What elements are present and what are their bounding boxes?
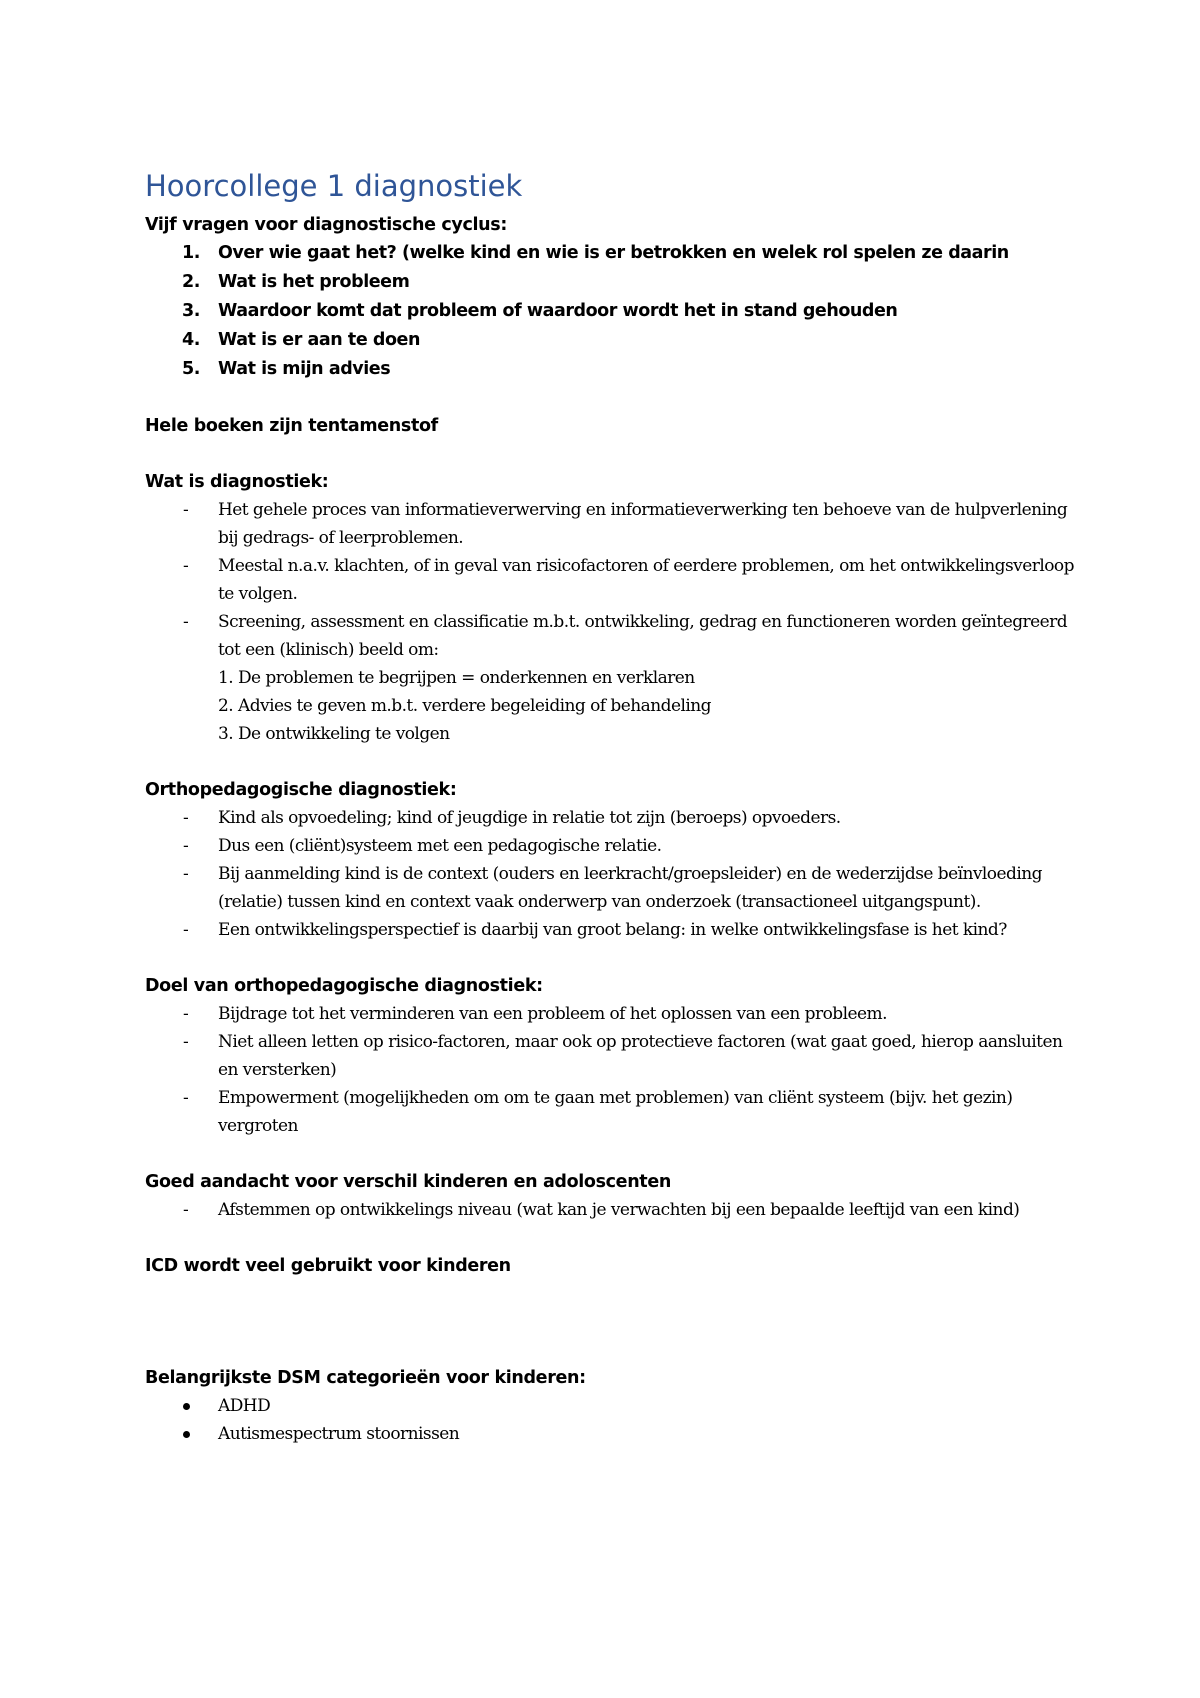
dash-marker: -	[183, 864, 189, 884]
list-item	[145, 355, 1080, 384]
item-number: 5.	[182, 359, 200, 379]
item-text: Kind als opvoedeling; kind of jeugdige in relatie tot zijn (beroeps) opvoeders.	[218, 808, 841, 828]
dash-marker: -	[183, 612, 189, 632]
dsm-list	[145, 1392, 1080, 1448]
item-text: Autismespectrum stoornissen	[218, 1424, 460, 1444]
dash-marker: -	[183, 1088, 189, 1108]
section-heading-diagnostiek: Wat is diagnostiek:	[145, 472, 329, 492]
questions-list	[145, 239, 1080, 384]
item-text: Waardoor komt dat probleem of waardoor wordt het in stand gehouden	[218, 301, 898, 321]
list-item	[145, 1000, 1080, 1028]
note-icd: ICD wordt veel gebruikt voor kinderen	[145, 1256, 511, 1276]
sub-item: 1. De problemen te begrijpen = onderkennen en verklaren	[218, 668, 695, 688]
list-item	[145, 1028, 1080, 1084]
list-item	[145, 1420, 1080, 1448]
goed-list	[145, 1196, 1080, 1224]
list-item	[145, 608, 1080, 748]
doel-list	[145, 1000, 1080, 1140]
item-text: Wat is er aan te doen	[218, 330, 420, 350]
diagnostiek-list	[145, 496, 1080, 748]
section-heading-doel: Doel van orthopedagogische diagnostiek:	[145, 976, 543, 996]
list-item	[145, 268, 1080, 297]
item-text: Wat is mijn advies	[218, 359, 391, 379]
note-books: Hele boeken zijn tentamenstof	[145, 416, 438, 436]
dash-marker: -	[183, 1004, 189, 1024]
section-heading-goed: Goed aandacht voor verschil kinderen en adoloscenten	[145, 1172, 671, 1192]
item-text: Bij aanmelding kind is de context (ouders en leerkracht/groepsleider) en de wederzijdse beïnvloeding (relatie) tussen kind en context vaak onderwerp van onderzoek (transactioneel uitgangspunt).	[218, 864, 1042, 912]
item-text: Een ontwikkelingsperspectief is daarbij van groot belang: in welke ontwikkelingsfase is het kind?	[218, 920, 1007, 940]
list-item	[145, 239, 1080, 268]
bullet-icon	[183, 1431, 190, 1438]
list-item	[145, 916, 1080, 944]
dash-marker: -	[183, 920, 189, 940]
item-text: Afstemmen op ontwikkelings niveau (wat kan je verwachten bij een bepaalde leeftijd van een kind)	[218, 1200, 1020, 1220]
item-text: Empowerment (mogelijkheden om om te gaan met problemen) van cliënt systeem (bijv. het gezin) vergroten	[218, 1088, 1013, 1136]
sub-item: 3. De ontwikkeling te volgen	[218, 724, 450, 744]
dash-marker: -	[183, 500, 189, 520]
list-item	[145, 1084, 1080, 1140]
item-text: Dus een (cliënt)systeem met een pedagogische relatie.	[218, 836, 662, 856]
item-number: 3.	[182, 301, 200, 321]
dash-marker: -	[183, 1200, 189, 1220]
item-text: Meestal n.a.v. klachten, of in geval van risicofactoren of eerdere problemen, om het ontwikkelingsverloop te volgen.	[218, 556, 1074, 604]
item-number: 2.	[182, 272, 200, 292]
dash-marker: -	[183, 1032, 189, 1052]
dash-marker: -	[183, 836, 189, 856]
intro-heading: Vijf vragen voor diagnostische cyclus:	[145, 215, 507, 235]
bullet-icon	[183, 1403, 190, 1410]
item-text: Niet alleen letten op risico-factoren, maar ook op protectieve factoren (wat gaat goed, hierop aansluiten en versterken)	[218, 1032, 1063, 1080]
list-item	[145, 326, 1080, 355]
list-item	[145, 1196, 1080, 1224]
item-text: Over wie gaat het? (welke kind en wie is er betrokken en welek rol spelen ze daarin	[218, 243, 1009, 263]
dash-marker: -	[183, 808, 189, 828]
list-item	[145, 860, 1080, 916]
item-number: 4.	[182, 330, 200, 350]
item-text: Wat is het probleem	[218, 272, 410, 292]
list-item	[145, 1392, 1080, 1420]
sub-item: 2. Advies te geven m.b.t. verdere begeleiding of behandeling	[218, 696, 711, 716]
dash-marker: -	[183, 556, 189, 576]
item-text: ADHD	[218, 1396, 271, 1416]
item-number: 1.	[182, 243, 200, 263]
item-text: Bijdrage tot het verminderen van een probleem of het oplossen van een probleem.	[218, 1004, 887, 1024]
item-text: Het gehele proces van informatieverwerving en informatieverwerking ten behoeve van de hulpverlening bij gedrags- of leerproblemen.	[218, 500, 1068, 548]
list-item	[145, 832, 1080, 860]
section-heading-dsm: Belangrijkste DSM categorieën voor kinderen:	[145, 1368, 586, 1388]
list-item	[145, 804, 1080, 832]
ortho-list	[145, 804, 1080, 944]
page-title: Hoorcollege 1 diagnostiek	[145, 169, 523, 203]
item-text: Screening, assessment en classificatie m.b.t. ontwikkeling, gedrag en functioneren worden geïntegreerd tot een (klinisch) beeld om:	[218, 612, 1068, 660]
list-item	[145, 552, 1080, 608]
document-content	[145, 168, 1080, 1448]
list-item	[145, 496, 1080, 552]
list-item	[145, 297, 1080, 326]
section-heading-ortho: Orthopedagogische diagnostiek:	[145, 780, 457, 800]
